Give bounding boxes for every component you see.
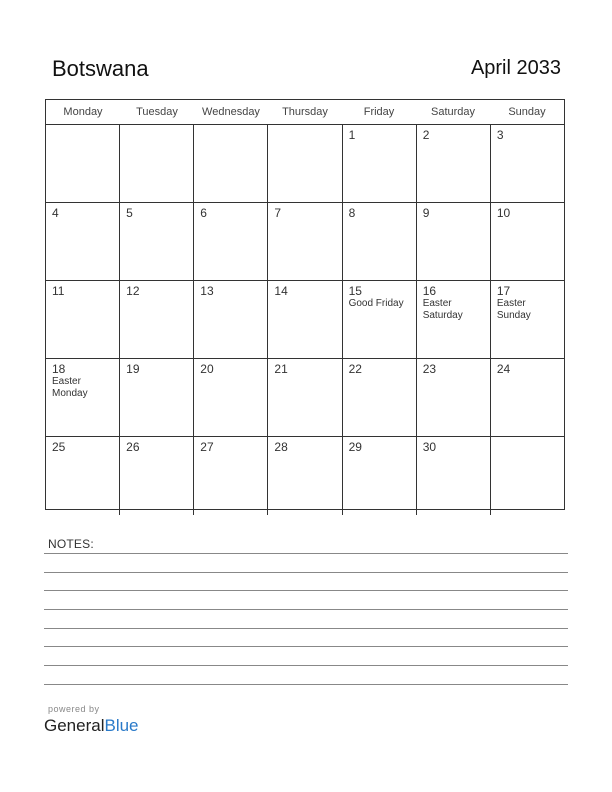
holiday-label: Good Friday: [348, 298, 404, 309]
notes-line: [44, 646, 568, 647]
week-row: [46, 125, 564, 203]
day-cell[interactable]: [343, 281, 417, 358]
day-cell[interactable]: [120, 359, 194, 436]
dow-monday: Monday: [63, 106, 103, 118]
day-cell[interactable]: [417, 203, 491, 280]
day-number: 3: [496, 128, 504, 142]
day-cell[interactable]: [491, 359, 564, 436]
day-number: 18: [52, 362, 66, 376]
day-cell[interactable]: [120, 125, 194, 202]
day-cell[interactable]: [343, 359, 417, 436]
day-number: 19: [126, 362, 140, 376]
day-number: 13: [200, 284, 214, 298]
brand-general: General: [44, 716, 105, 735]
week-row: [46, 281, 564, 359]
dow-sunday: Sunday: [508, 106, 546, 118]
country-title: Botswana: [52, 56, 149, 81]
day-number: 29: [348, 440, 362, 454]
day-cell[interactable]: [194, 359, 268, 436]
calendar-grid: [45, 99, 565, 510]
week-row: [46, 203, 564, 281]
dow-saturday: Saturday: [430, 106, 476, 118]
powered-by-text: powered by: [48, 704, 100, 714]
day-number: 22: [348, 362, 362, 376]
notes-label: NOTES:: [48, 537, 94, 551]
day-cell[interactable]: [417, 125, 491, 202]
day-number: 24: [496, 362, 511, 376]
day-cell[interactable]: [417, 359, 491, 436]
day-cell[interactable]: [46, 203, 120, 280]
day-cell[interactable]: [491, 437, 564, 515]
day-cell[interactable]: [268, 125, 342, 202]
day-cell[interactable]: [343, 437, 417, 515]
week-row: [46, 437, 564, 515]
day-cell[interactable]: [194, 203, 268, 280]
day-number: 27: [200, 440, 214, 454]
day-cell[interactable]: [46, 125, 120, 202]
generalblue-logo: [44, 716, 139, 736]
day-cell[interactable]: [194, 125, 268, 202]
day-number: 23: [422, 362, 437, 376]
day-number: 4: [52, 206, 59, 220]
day-cell[interactable]: [194, 281, 268, 358]
day-cell[interactable]: [343, 203, 417, 280]
notes-line: [44, 665, 568, 666]
day-number: 9: [422, 206, 430, 220]
day-cell[interactable]: [417, 281, 491, 358]
day-number: 8: [348, 206, 356, 220]
day-number: 10: [496, 206, 511, 220]
notes-line: [44, 609, 568, 610]
day-cell[interactable]: [268, 437, 342, 515]
day-number: 17: [496, 284, 511, 298]
notes-line: [44, 590, 568, 591]
day-cell[interactable]: [120, 437, 194, 515]
day-cell[interactable]: [417, 437, 491, 515]
day-number: 11: [52, 284, 65, 298]
day-number: 6: [200, 206, 207, 220]
holiday-label: Easter: [52, 376, 81, 387]
day-cell[interactable]: [194, 437, 268, 515]
notes-line: [44, 628, 568, 629]
day-number: 28: [274, 440, 288, 454]
day-cell[interactable]: [268, 281, 342, 358]
day-cell[interactable]: [46, 281, 120, 358]
holiday-label: Easter: [422, 298, 452, 309]
holiday-label: Saturday: [422, 310, 463, 321]
day-number: 30: [422, 440, 437, 454]
day-number: 2: [422, 128, 430, 142]
holiday-label: Monday: [52, 388, 88, 399]
day-number: 1: [348, 128, 356, 142]
day-cell[interactable]: [491, 125, 564, 202]
day-number: 5: [126, 206, 133, 220]
notes-line: [44, 572, 568, 573]
holiday-label: Sunday: [496, 310, 531, 321]
holiday-label: Easter: [496, 298, 526, 309]
notes-line: [44, 553, 568, 554]
month-year-title: April 2033: [470, 57, 561, 79]
day-number: 16: [422, 284, 437, 298]
day-number: 26: [126, 440, 140, 454]
dow-tuesday: Tuesday: [136, 106, 178, 118]
day-cell[interactable]: [343, 125, 417, 202]
day-number: 21: [274, 362, 288, 376]
dow-wednesday: Wednesday: [202, 106, 260, 118]
day-cell[interactable]: [268, 203, 342, 280]
notes-line: [44, 684, 568, 685]
day-number: 14: [274, 284, 288, 298]
day-cell[interactable]: [46, 437, 120, 515]
dow-friday: Friday: [363, 106, 395, 118]
day-of-week-header: [46, 100, 564, 125]
day-cell[interactable]: [491, 203, 564, 280]
week-row: [46, 359, 564, 437]
day-cell[interactable]: [46, 359, 120, 436]
day-cell[interactable]: [120, 203, 194, 280]
day-cell[interactable]: [268, 359, 342, 436]
day-number: 15: [348, 284, 362, 298]
day-number: 20: [200, 362, 214, 376]
brand-blue: Blue: [104, 716, 139, 735]
day-number: 7: [274, 206, 282, 220]
day-cell[interactable]: [120, 281, 194, 358]
day-number: 12: [126, 284, 140, 298]
dow-thursday: Thursday: [282, 106, 328, 118]
day-number: 25: [52, 440, 66, 454]
day-cell[interactable]: [491, 281, 564, 358]
